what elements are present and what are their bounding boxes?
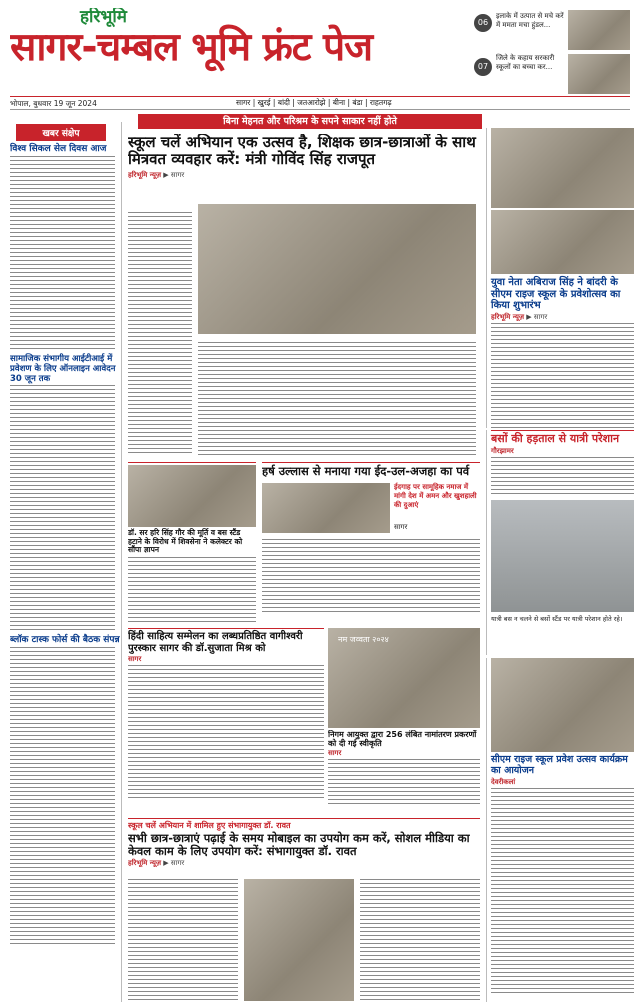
teaser-number: 06 (474, 14, 492, 32)
bottom-kicker: स्कूल चलें अभियान में शामिल हुए संभागायुक्त डॉ. रावत (128, 821, 291, 830)
brand-logo: हरिभूमि (80, 8, 127, 27)
page-title: सागर-चम्बल भूमि फ्रंट पेज (10, 25, 373, 70)
byline-place: सागर (170, 859, 185, 868)
right-text (491, 323, 634, 429)
bottom-headline[interactable]: सभी छात्र-छात्राएं पढ़ाई के समय मोबाइल का उपयोग कम करें, सोशल मीडिया का केवल काम के लिए उपयोग करें: संभागायुक्त डॉ. रावत (128, 831, 470, 859)
byline-place: गौरझामर (491, 446, 514, 455)
hindi-story (128, 628, 324, 816)
sidebar-heading[interactable]: ब्लॉक टास्क फोर्स की बैठक संपन्न (10, 635, 120, 646)
byline-place: देवरीकलां (491, 777, 516, 786)
right-photo (491, 128, 634, 208)
sidebar-heading[interactable]: सामाजिक संभागीय आईटीआई में प्रवेशण के लिए ऑनलाइन आवेदन 30 जून तक (10, 353, 116, 385)
dateline: भोपाल, बुधवार 19 जून 2024 (10, 99, 97, 108)
eid-subhead: ईदगाह पर सामूहिक नमाज में मांगी देश में अमन और खुशहाली की दुआएं (394, 483, 477, 509)
sidebar-text (10, 385, 115, 633)
photo-caption: यात्री बस न चलने से बसों स्टैंड पर यात्री परेशान होते रहे। (491, 614, 623, 623)
lead-headline[interactable]: स्कूल चलें अभियान एक उत्सव है, शिक्षक छात्र-छात्राओं के साथ मित्रवत व्यवहार करें: मंत्री गोविंद सिंह राजपूत (128, 134, 476, 169)
photo-text: नम जव्वता २०२४ (338, 635, 389, 644)
lead-story: स्कूल चलें अभियान एक उत्सव है, शिक्षक छात्र-छात्राओं के साथ मित्रवत व्यवहार करें: मंत्री गोविंद सिंह राजपूत हरिभूमि न्यूज़ ▶ सागर (128, 134, 480, 460)
eid-headline[interactable]: हर्ष उल्लास से मनाया गया ईद-उल-अजहा का पर्व (262, 464, 470, 478)
byline-tag: हरिभूमि न्यूज़ (491, 312, 525, 321)
top-banner: बिना मेहनत और परिश्रम के सपने साकार नहीं होते (138, 114, 482, 129)
sidebar-heading[interactable]: विश्व सिकल सेल दिवस आज (10, 144, 107, 154)
teaser-text[interactable]: जिले के कहाय सरकारी स्कूलों का बच्चा कर... (496, 54, 555, 71)
masthead (10, 8, 470, 92)
right-story-top: युवा नेता अबिराज सिंह ने बांदरी के सीएम राइज स्कूल के प्रवेशोत्सव का किया शुभारंभ हरिभूमि न्यूज़ ▶ सागर (486, 128, 634, 428)
sidebar-text (10, 156, 115, 352)
byline-place: सागर (128, 655, 142, 663)
teaser-number: 07 (474, 58, 492, 76)
sidebar (10, 122, 122, 1002)
nigam-text (328, 759, 480, 807)
lead-text (128, 212, 192, 456)
hindi-text (128, 665, 324, 799)
teaser-box (474, 8, 634, 94)
sidebar-title: खबर संक्षेप (16, 124, 106, 141)
right-top-headline[interactable]: युवा नेता अबिराज सिंह ने बांदरी के सीएम राइज स्कूल के प्रवेशोत्सव का किया शुभारंभ (491, 277, 621, 311)
hari-text (128, 557, 256, 623)
bottom-photo (244, 879, 354, 1001)
hari-photo (128, 465, 256, 527)
byline-place: सागर (170, 170, 185, 179)
teaser-photo (568, 54, 630, 94)
dateline-bar (10, 96, 630, 110)
right-photo (491, 658, 634, 752)
right-story-mid (486, 430, 634, 655)
hari-headline[interactable]: डॉ. सर हरि सिंह गौर की मूर्ति व बस स्टैंड हटाने के विरोध में शिवसेना ने कलेक्टर को सौंपा ज्ञापन (128, 528, 243, 555)
byline-tag: हरिभूमि न्यूज़ (128, 170, 162, 179)
hindi-photo (328, 628, 480, 728)
hindi-headline[interactable]: हिंदी साहित्य सम्मेलन का लब्धप्रतिष्ठित वागीश्वरी पुरस्कार सागर की डॉ.सुजाता मिश्र को (128, 631, 303, 654)
right-text (491, 457, 634, 497)
teaser-photo (568, 10, 630, 50)
region-list: सागर | खुरई | बांदी | जतआरोझे | बीना | बंडा | राहतगढ़ (236, 98, 392, 107)
eid-story (262, 462, 480, 614)
bottom-story: स्कूल चलें अभियान में शामिल हुए संभागायुक्त डॉ. रावत सभी छात्र-छात्राएं पढ़ाई के समय मोबाइल का उपयोग कम करें, सोशल मीडिया का केवल काम के लिए उपयोग करें: संभागायुक्त डॉ. रावत हरिभूमि न्यूज़ ▶ सागर (128, 818, 480, 1004)
right-text (491, 788, 634, 994)
bottom-text (360, 879, 480, 1001)
bus-photo (491, 500, 634, 612)
lead-text (198, 342, 476, 456)
hari-story (128, 462, 256, 626)
right-photo (491, 210, 634, 274)
byline-place: सागर (394, 523, 408, 531)
sidebar-text (10, 647, 115, 947)
right-mid-headline[interactable]: बसों की हड़ताल से यात्री परेशान (491, 432, 620, 445)
teaser-text[interactable]: इलाके में उत्पात से मचे करें में ममता मचा हुंडल... (496, 12, 564, 29)
right-story-bottom (486, 658, 634, 1002)
byline-place: सागर (533, 312, 548, 321)
byline-place: सागर (328, 749, 342, 758)
bottom-text (128, 879, 238, 1001)
nigam-headline[interactable]: निगम आयुक्त द्वारा 256 लंबित नामांतरण प्रकरणों को दी गई स्वीकृति (328, 730, 477, 749)
lead-photo (198, 204, 476, 334)
right-bottom-headline[interactable]: सीएम राइज स्कूल प्रवेश उत्सव कार्यक्रम का आयोजन (491, 754, 628, 776)
eid-photo (262, 483, 390, 533)
nigam-story (328, 730, 480, 816)
byline-tag: हरिभूमि न्यूज़ (128, 859, 162, 868)
eid-text (262, 539, 480, 613)
